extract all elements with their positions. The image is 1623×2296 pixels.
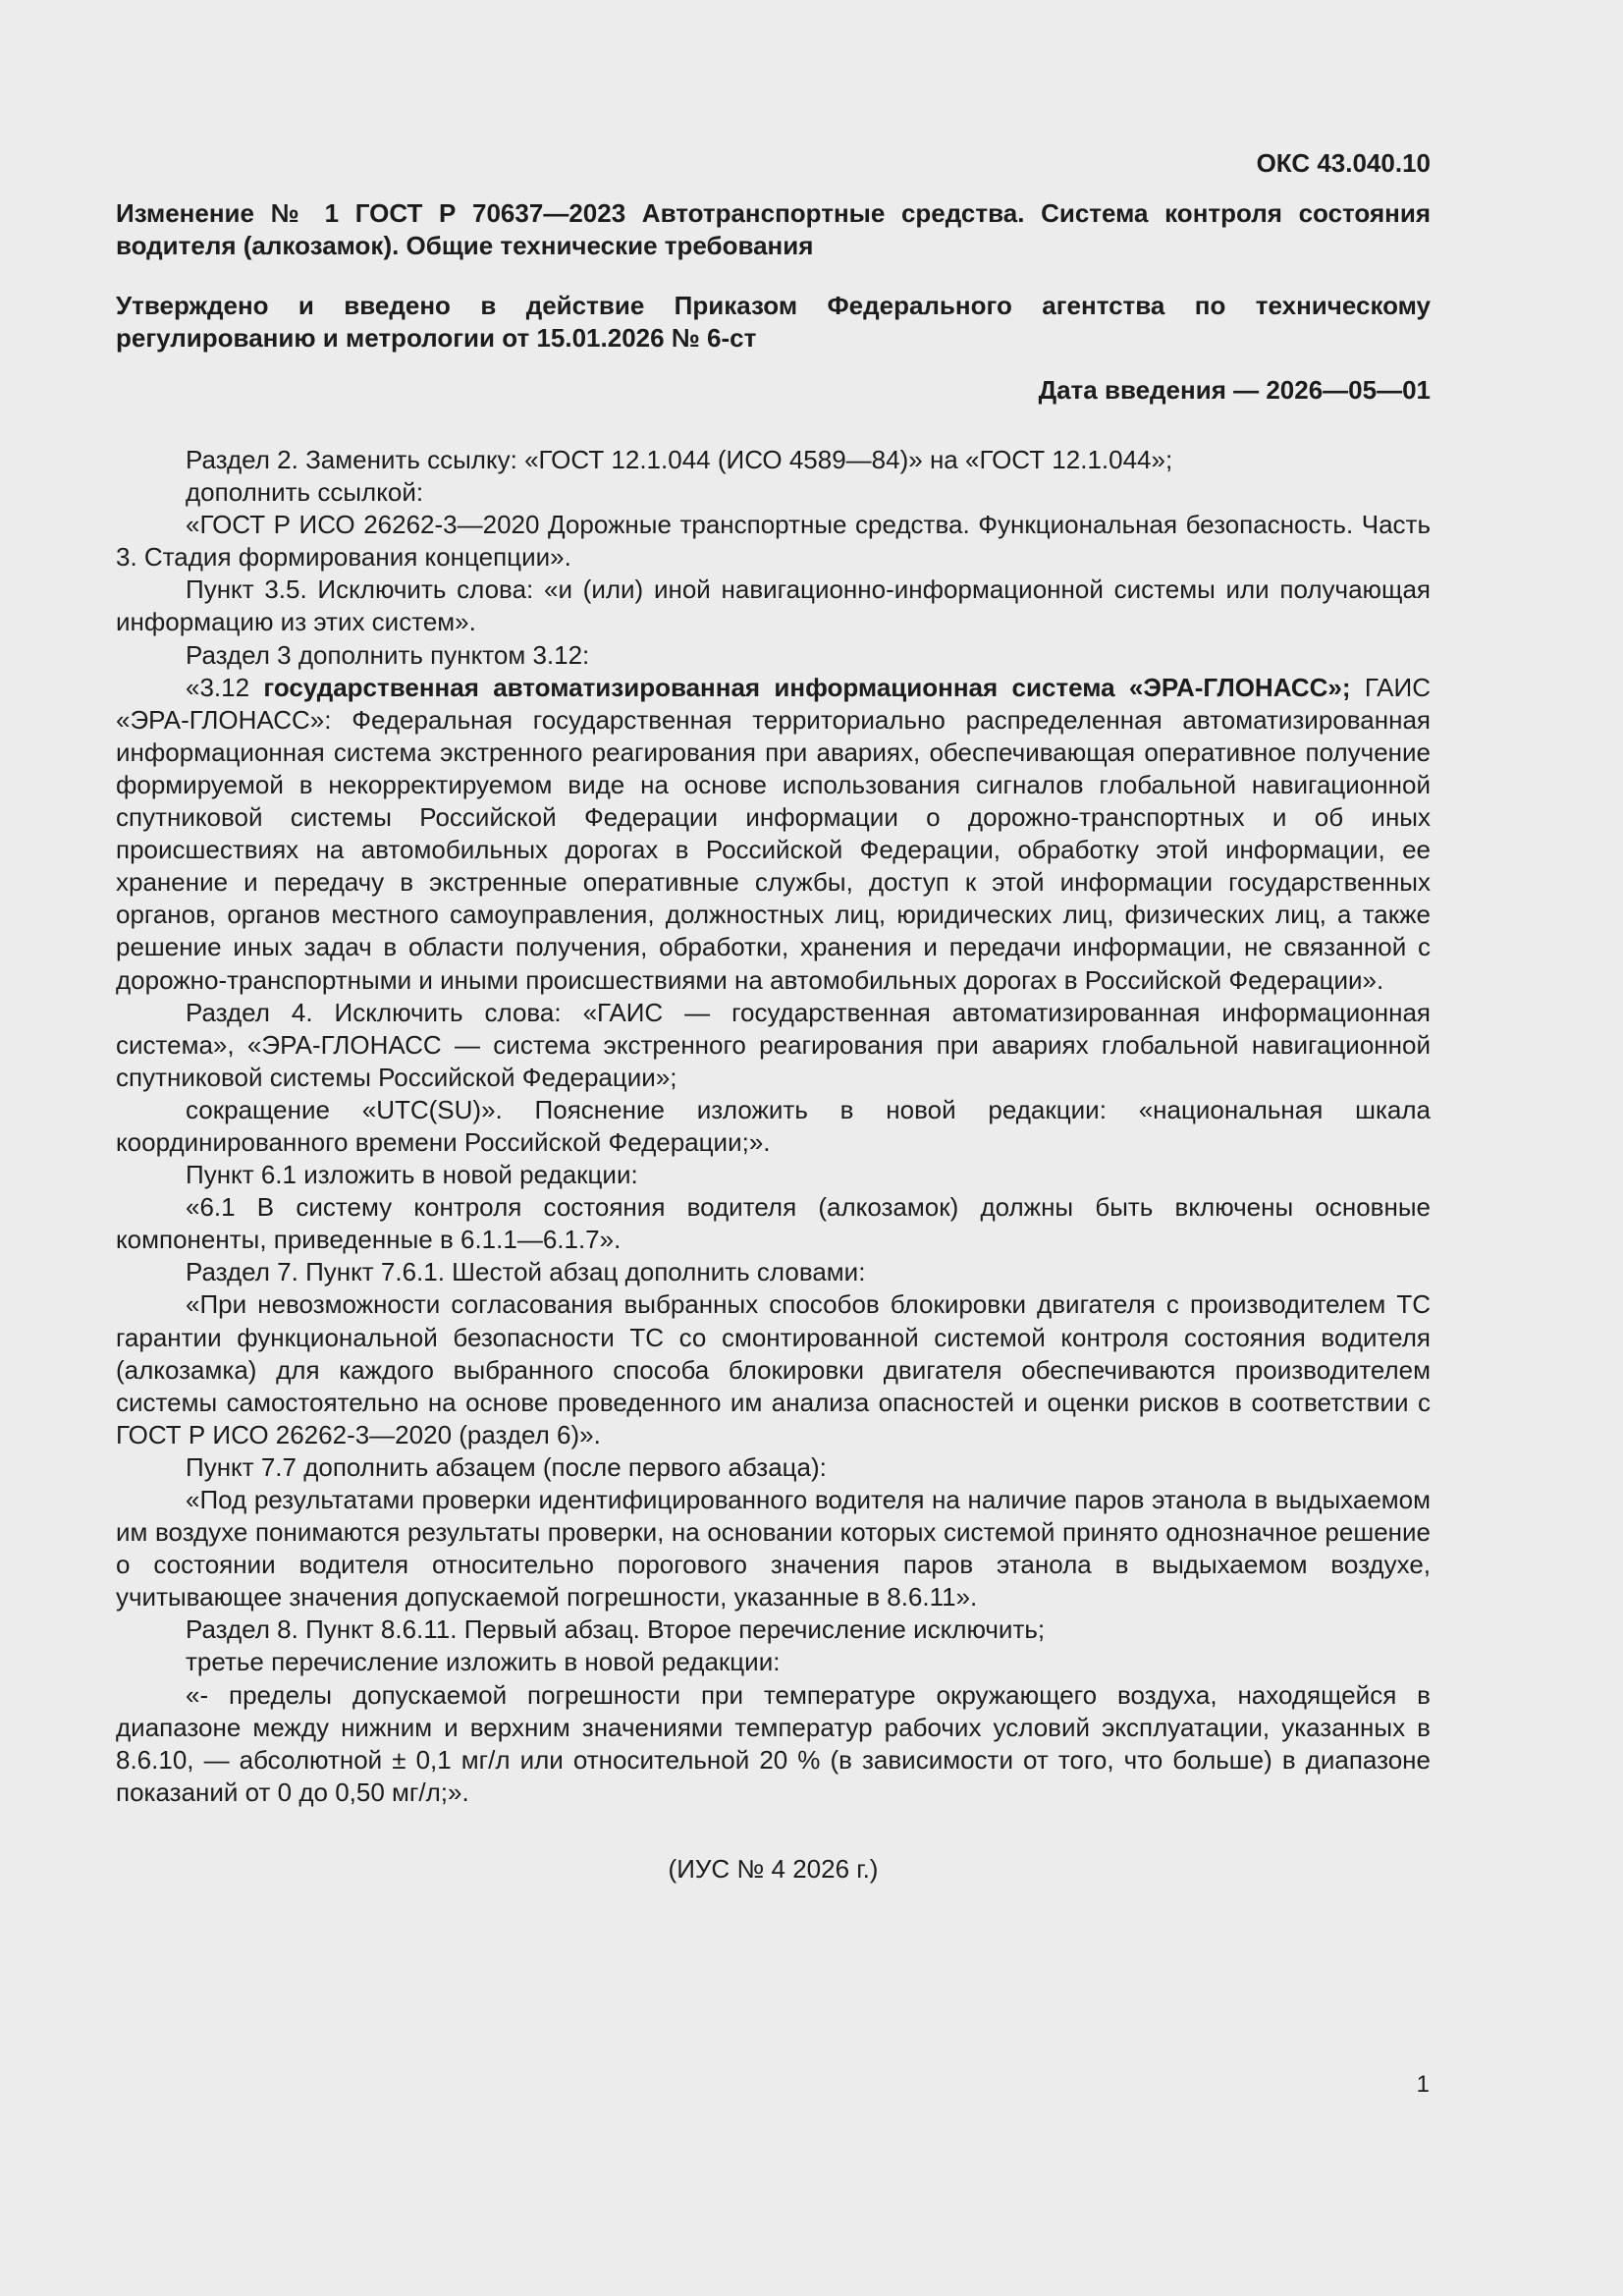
ius-reference: (ИУС № 4 2026 г.) bbox=[668, 1853, 879, 1884]
effective-date: Дата введения — 2026—05—01 bbox=[1038, 375, 1431, 405]
document-title: Изменение № 1 ГОСТ Р 70637—2023 Автотранспортные средства. Система контроля состояния водителя (алкозамок). Общие технические требования bbox=[116, 198, 1431, 260]
paragraph: Раздел 8. Пункт 8.6.11. Первый абзац. Второе перечисление исключить; bbox=[186, 1614, 1046, 1645]
paragraph: Пункт 6.1 изложить в новой редакции: bbox=[186, 1160, 638, 1190]
paragraph: «ГОСТ Р ИСО 26262-3—2020 Дорожные транспортные средства. Функциональная безопасность. Часть 3. Стадия формирования концепции». bbox=[116, 510, 1431, 573]
definition-number: «3.12 bbox=[186, 672, 264, 702]
paragraph: дополнить ссылкой: bbox=[186, 477, 424, 508]
paragraph: Раздел 2. Заменить ссылку: «ГОСТ 12.1.044 (ИСО 4589—84)» на «ГОСТ 12.1.044»; bbox=[186, 445, 1173, 474]
paragraph: Раздел 4. Исключить слова: «ГАИС — государственная автоматизированная информационная система», «ЭРА-ГЛОНАСС — система экстренного реагирования при авариях глобальной навигационной спутниковой системы Российской Федерации»; bbox=[116, 997, 1431, 1092]
classification-code: ОКС 43.040.10 bbox=[1256, 148, 1431, 178]
paragraph-definition bbox=[116, 672, 1431, 997]
paragraph: «- пределы допускаемой погрешности при температуре окружающего воздуха, находящейся в диапазоне между нижним и верхним значениями температур рабочих условий эксплуатации, указанных в 8.6.10, — абсолютной ± 0,1 мг/л или относительной 20 % (в зависимости от того, что больше) в диапазоне показаний от 0 до 0,50 мг/л;». bbox=[116, 1679, 1431, 1807]
paragraph: третье перечисление изложить в новой редакции: bbox=[186, 1647, 781, 1677]
document-body bbox=[116, 444, 1431, 1809]
paragraph: сокращение «UTC(SU)». Пояснение изложить в новой редакции: «национальная шкала координированного времени Российской Федерации;». bbox=[116, 1094, 1431, 1157]
paragraph: «6.1 В систему контроля состояния водителя (алкозамок) должны быть включены основные компоненты, приведенные в 6.1.1—6.1.7». bbox=[116, 1192, 1431, 1255]
paragraph: Раздел 7. Пункт 7.6.1. Шестой абзац дополнить словами: bbox=[186, 1257, 866, 1287]
definition-text: ГАИС «ЭРА-ГЛОНАСС»: Федеральная государственная территориально распределенная автоматизированная информационная система экстренного реагирования при авариях, обеспечивающая оперативное получение формируемой в некорректируемом виде на основе использования сигналов глобальной навигационной спутниковой системы Российской Федерации информации о дорожно-транспортных и об иных происшествиях на автомобильных дорогах в Российской Федерации, обработку этой информации, ее хранение и передачу в экстренные оперативные службы, доступ к этой информации государственных органов, органов местного самоуправления, должностных лиц, юридических лиц, физических лиц, а также решение иных задач в области получения, обработки, хранения и передачи информации, не связанной с дорожно-транспортными и иными происшествиями на автомобильных дорогах в Российской Федерации». bbox=[116, 672, 1431, 995]
paragraph: Пункт 3.5. Исключить слова: «и (или) иной навигационно-информационной системы или получающая информацию из этих систем». bbox=[116, 574, 1431, 637]
paragraph: «При невозможности согласования выбранных способов блокировки двигателя с производителем ТС гарантии функциональной безопасности ТС со смонтированной системой контроля состояния водителя (алкозамка) для каждого выбранного способа блокировки двигателя обеспечиваются производителем системы самостоятельно на основе проведенного им анализа опасностей и оценки рисков в соответствии с ГОСТ Р ИСО 26262-3—2020 (раздел 6)». bbox=[116, 1289, 1431, 1449]
paragraph: Пункт 7.7 дополнить абзацем (после первого абзаца): bbox=[186, 1451, 827, 1482]
document-page bbox=[116, 137, 1431, 1886]
definition-term: государственная автоматизированная информационная система «ЭРА-ГЛОНАСС»; bbox=[263, 672, 1351, 702]
approval-statement: Утверждено и введено в действие Приказом Федерального агентства по техническому регулированию и метрологии от 15.01.2026 № 6-ст bbox=[116, 291, 1431, 353]
paragraph: «Под результатами проверки идентифицированного водителя на наличие паров этанола в выдыхаемом им воздухе понимаются результаты проверки, на основании которых системой принято однозначное решение о состоянии водителя относительно порогового значения паров этанола в выдыхаемом воздухе, учитывающее значения допускаемой погрешности, указанные в 8.6.11». bbox=[116, 1485, 1431, 1613]
paragraph: Раздел 3 дополнить пунктом 3.12: bbox=[186, 639, 590, 670]
page-number: 1 bbox=[1416, 2071, 1430, 2098]
